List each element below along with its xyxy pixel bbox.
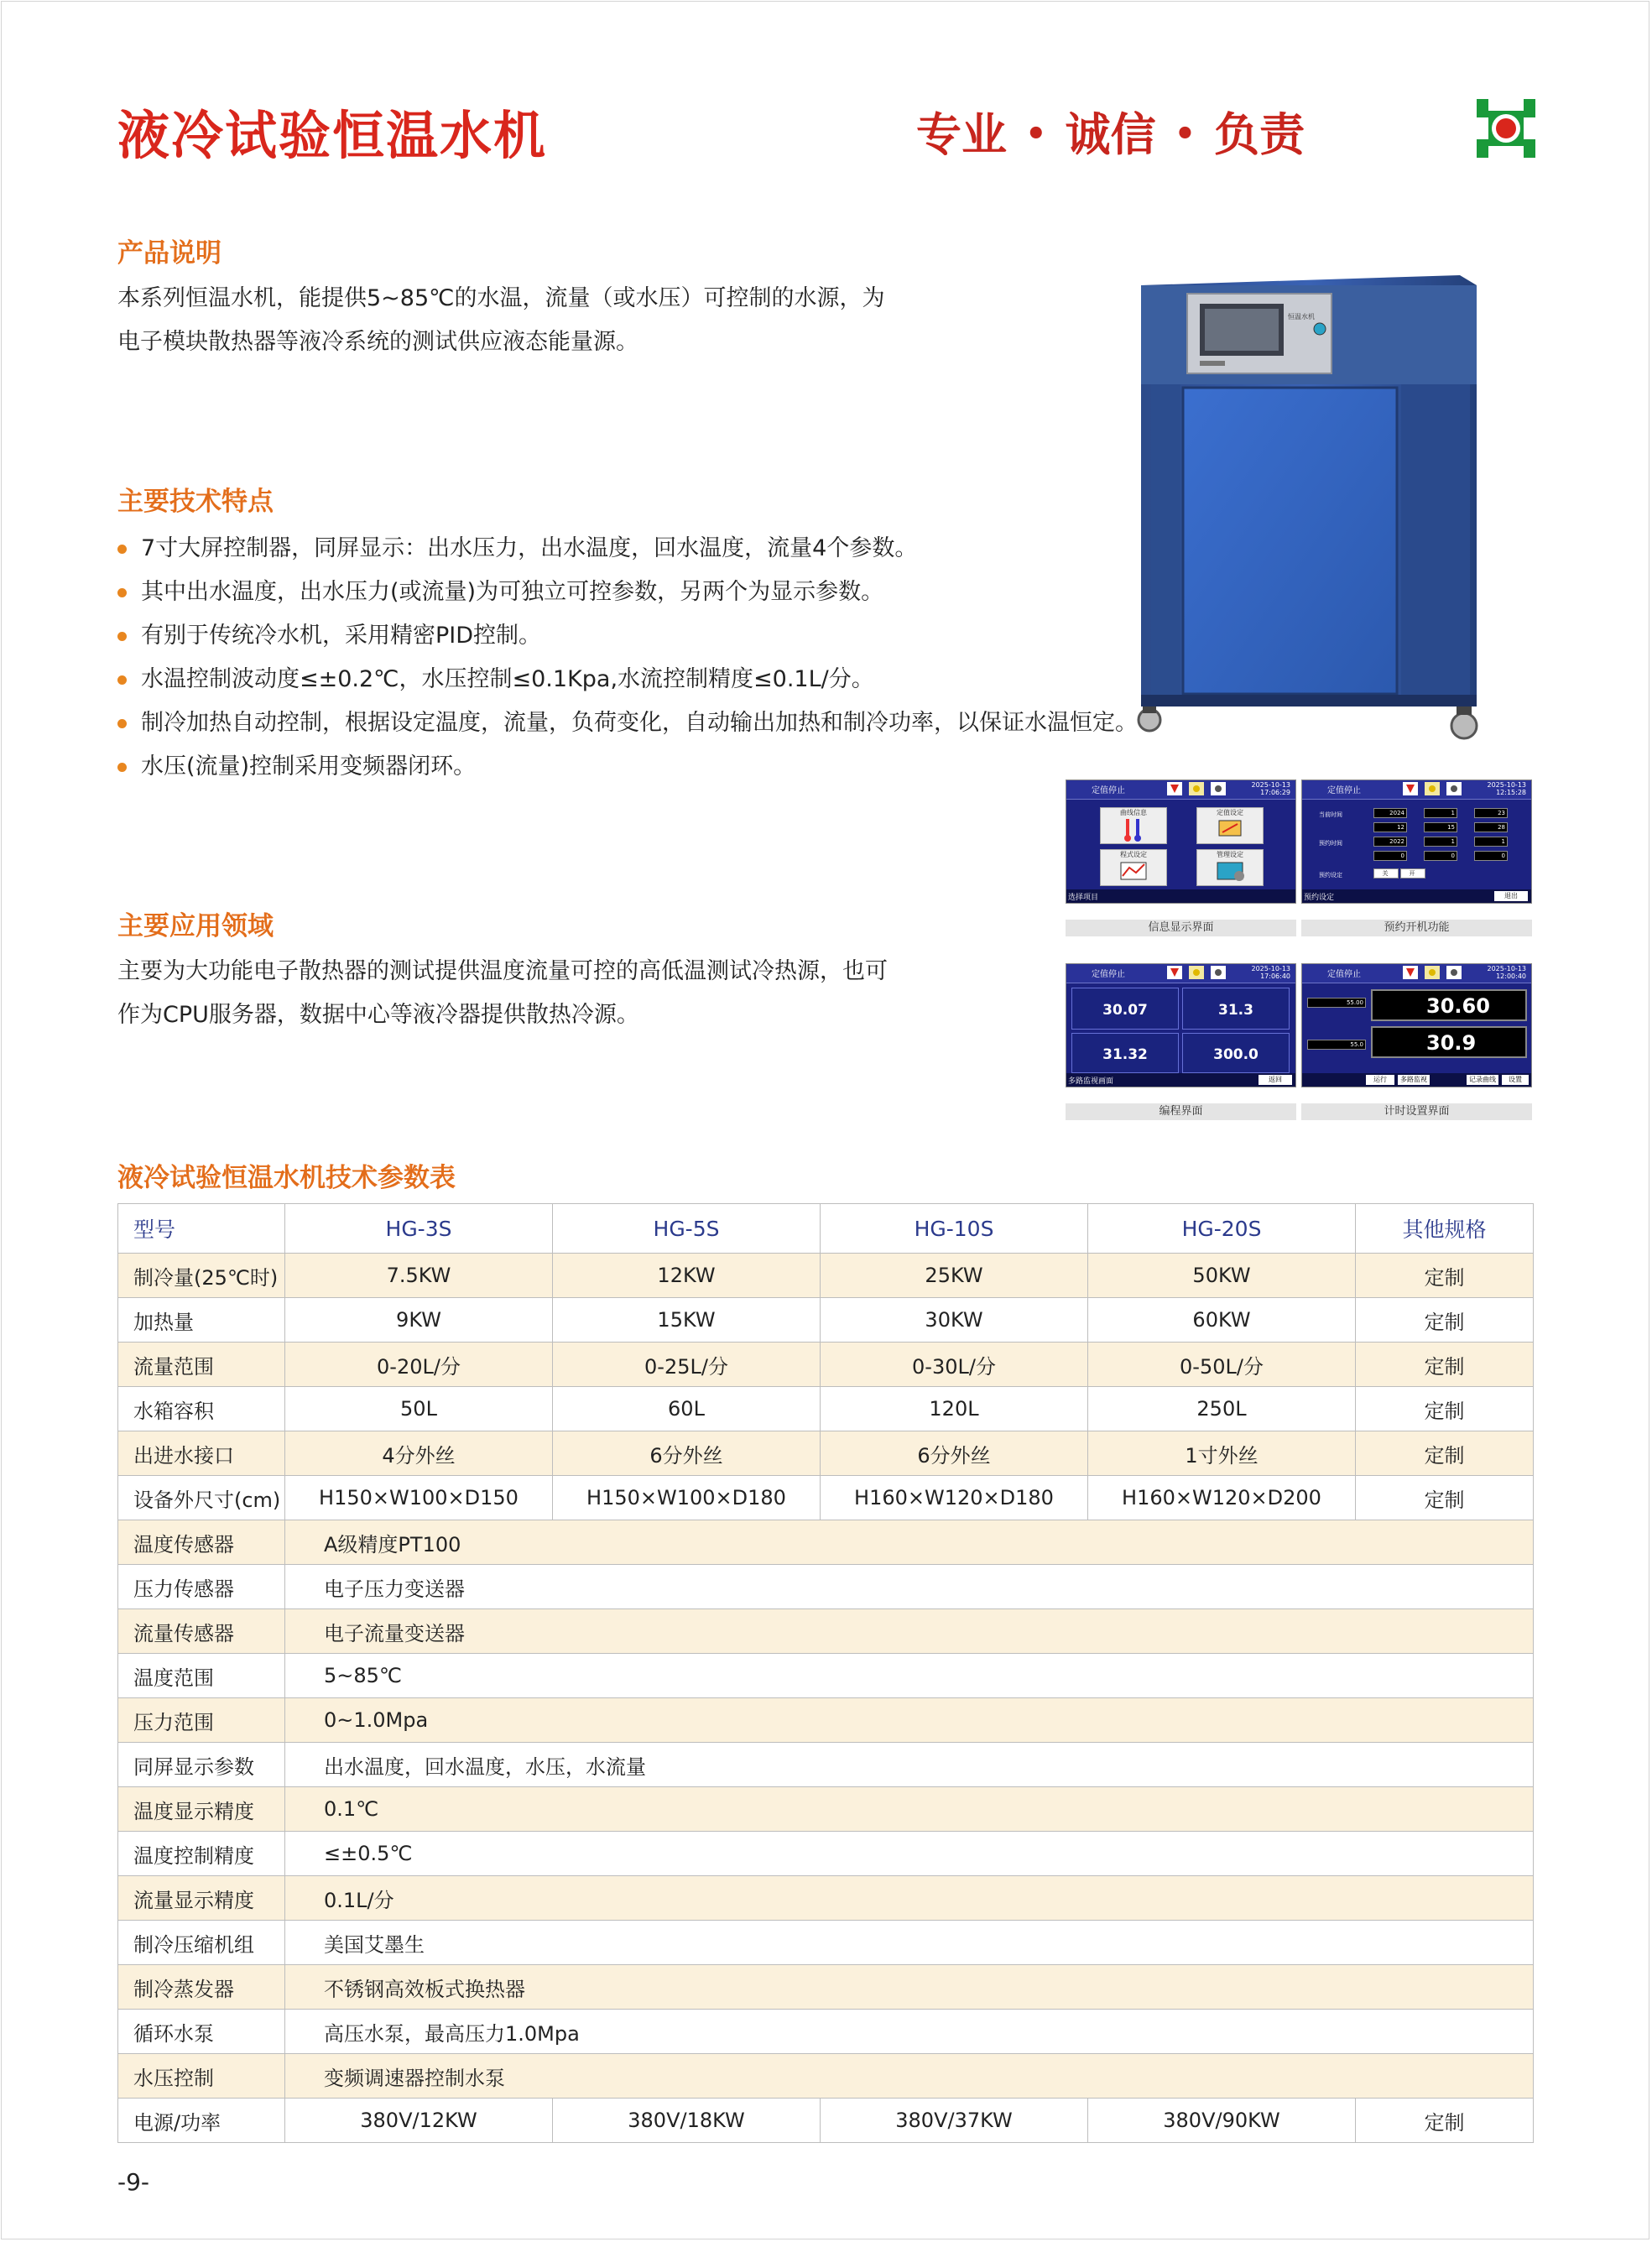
clock-time: 12:00:40 <box>1496 972 1526 980</box>
table-cell: H160×W120×D200 <box>1088 1476 1356 1520</box>
table-row <box>118 1298 1534 1343</box>
table-cell: 7.5KW <box>285 1254 553 1298</box>
cell-value: 2024 <box>1373 808 1407 818</box>
screen-top-bar <box>1066 780 1295 800</box>
clock-date: 2025-10-13 <box>1487 781 1526 789</box>
table-cell: 60KW <box>1088 1298 1356 1343</box>
table-cell: 制冷量(25℃时) <box>118 1254 285 1298</box>
table-row <box>118 1654 1534 1698</box>
value-box <box>1182 1033 1290 1073</box>
slogan-dot-2: • <box>1174 114 1196 154</box>
table-row <box>118 1832 1534 1876</box>
table-cell: HG-10S <box>821 1204 1088 1254</box>
tile-curve-info <box>1100 807 1167 844</box>
table-cell: 水箱容积 <box>118 1387 285 1431</box>
process-value-box <box>1371 989 1527 1021</box>
value-box <box>1071 1033 1179 1073</box>
table-cell: 380V/18KW <box>553 2099 821 2143</box>
table-row <box>118 2099 1534 2143</box>
table-cell: 型号 <box>118 1204 285 1254</box>
table-cell: 温度控制精度 <box>118 1832 285 1876</box>
screen-program <box>1066 963 1296 1087</box>
table-cell: 380V/90KW <box>1088 2099 1356 2143</box>
table-cell: 60L <box>553 1387 821 1431</box>
process-value-box <box>1371 1026 1527 1058</box>
bullet-icon <box>117 719 127 728</box>
screen-schedule <box>1301 779 1532 904</box>
clock-time: 17:06:40 <box>1260 972 1290 980</box>
table-cell: 250L <box>1088 1387 1356 1431</box>
table-cell: 50L <box>285 1387 553 1431</box>
table-cell: 0-20L/分 <box>285 1343 553 1387</box>
table-cell: 电子流量变送器 <box>285 1609 1534 1654</box>
table-cell: 设备外尺寸(cm) <box>118 1476 285 1520</box>
screen-clock <box>1488 965 1527 980</box>
feature-item <box>117 527 1138 571</box>
table-row <box>118 2054 1534 2099</box>
table-cell: 12KW <box>553 1254 821 1298</box>
tile-management <box>1196 849 1264 886</box>
feature-list <box>117 527 1138 789</box>
table-cell: 循环水泵 <box>118 2010 285 2054</box>
footer-label: 多路监视画面 <box>1068 1077 1114 1086</box>
cell-value: 0 <box>1424 851 1457 861</box>
back-button: 返回 <box>1259 1075 1292 1085</box>
row-label: 预约时间 <box>1319 840 1342 847</box>
bullet-icon <box>117 675 127 685</box>
table-cell: HG-5S <box>553 1204 821 1254</box>
cell-value: 1 <box>1424 837 1457 847</box>
slogan <box>916 99 1305 164</box>
value-text: 31.32 <box>1102 1046 1148 1063</box>
row-label: 当前时间 <box>1319 811 1342 818</box>
description-heading: 产品说明 <box>117 238 221 269</box>
table-cell: 出进水接口 <box>118 1431 285 1476</box>
feature-text: 有别于传统冷水机，采用精密PID控制。 <box>141 623 542 649</box>
table-cell: 美国艾墨生 <box>285 1921 1534 1965</box>
caption-timer: 计时设置界面 <box>1301 1103 1532 1120</box>
value-text: 30.07 <box>1102 1002 1148 1019</box>
applications-heading: 主要应用领域 <box>117 911 274 941</box>
slogan-word-1: 专业 <box>916 107 1007 161</box>
table-row <box>118 1876 1534 1921</box>
run-button: 运行 <box>1366 1075 1394 1085</box>
table-cell: ≤±0.5℃ <box>285 1832 1534 1876</box>
table-cell: H150×W100×D180 <box>553 1476 821 1520</box>
screen-top-bar <box>1302 964 1531 983</box>
table-cell: 定制 <box>1356 1298 1534 1343</box>
cell-value: 28 <box>1474 822 1508 832</box>
table-cell: 15KW <box>553 1298 821 1343</box>
setpoint-value: 55.0 <box>1307 1040 1366 1050</box>
process-value: 30.9 <box>1426 1031 1477 1055</box>
feature-item <box>117 614 1138 658</box>
table-cell: 30KW <box>821 1298 1088 1343</box>
sun-icon <box>1425 966 1440 979</box>
table-cell: 温度范围 <box>118 1654 285 1698</box>
screen-top-bar <box>1066 964 1295 983</box>
value-box <box>1071 988 1179 1030</box>
bullet-icon <box>117 545 127 554</box>
table-cell: 1寸外丝 <box>1088 1431 1356 1476</box>
table-row <box>118 1476 1534 1520</box>
tile-label: 管理设定 <box>1217 851 1243 858</box>
feature-text: 7寸大屏控制器，同屏显示：出水压力，出水温度，回水温度，流量4个参数。 <box>141 535 918 561</box>
table-cell: 25KW <box>821 1254 1088 1298</box>
table-cell: 压力传感器 <box>118 1565 285 1609</box>
tile-program <box>1100 849 1167 886</box>
table-cell: 制冷蒸发器 <box>118 1965 285 2010</box>
gear-icon <box>1446 966 1462 979</box>
screen-clock <box>1252 781 1291 796</box>
bullet-icon <box>117 763 127 772</box>
spec-table <box>117 1203 1534 2143</box>
table-cell: 9KW <box>285 1298 553 1343</box>
alarm-icon <box>1167 966 1182 979</box>
table-row <box>118 1431 1534 1476</box>
table-cell: 4分外丝 <box>285 1431 553 1476</box>
table-cell: 定制 <box>1356 1387 1534 1431</box>
bullet-icon <box>117 588 127 597</box>
table-cell: 温度显示精度 <box>118 1787 285 1832</box>
clock-date: 2025-10-13 <box>1487 965 1526 972</box>
caption-schedule: 预约开机功能 <box>1301 920 1532 936</box>
value-text: 31.3 <box>1218 1002 1253 1019</box>
applications-line-2: 作为CPU服务器，数据中心等液冷器提供散热冷源。 <box>117 1002 639 1028</box>
tile-setpoint <box>1196 807 1264 844</box>
table-cell: 0~1.0Mpa <box>285 1698 1534 1743</box>
tile-label: 定值设定 <box>1217 809 1243 816</box>
table-cell: 电子压力变送器 <box>285 1565 1534 1609</box>
table-cell: 其他规格 <box>1356 1204 1534 1254</box>
status-text: 定值停止 <box>1092 970 1125 979</box>
alarm-icon <box>1403 966 1418 979</box>
clock-date: 2025-10-13 <box>1251 781 1290 789</box>
description-line-2: 电子模块散热器等液冷系统的测试供应液态能量源。 <box>117 329 638 355</box>
table-row <box>118 1698 1534 1743</box>
table-cell: 制冷压缩机组 <box>118 1921 285 1965</box>
table-row <box>118 1965 1534 2010</box>
table-cell: 6分外丝 <box>553 1431 821 1476</box>
slogan-word-2: 诚信 <box>1065 107 1156 161</box>
program-icon <box>1101 859 1166 884</box>
cell-value: 0 <box>1474 851 1508 861</box>
sun-icon <box>1189 782 1204 795</box>
table-cell: 出水温度，回水温度，水压，水流量 <box>285 1743 1534 1787</box>
table-cell: 同屏显示参数 <box>118 1743 285 1787</box>
clock-time: 12:15:28 <box>1496 789 1526 796</box>
table-row <box>118 1787 1534 1832</box>
table-cell: 加热量 <box>118 1298 285 1343</box>
description-line-1: 本系列恒温水机，能提供5~85℃的水温，流量（或水压）可控制的水源，为 <box>117 285 885 311</box>
feature-text: 制冷加热自动控制，根据设定温度，流量，负荷变化，自动输出加热和制冷功率，以保证水温恒定。 <box>141 710 1138 736</box>
table-row <box>118 1204 1534 1254</box>
feature-text: 其中出水温度，出水压力(或流量)为可独立可控参数，另两个为显示参数。 <box>141 579 884 605</box>
exit-button: 退出 <box>1494 891 1528 901</box>
gear-icon <box>1211 782 1226 795</box>
table-cell: 流量显示精度 <box>118 1876 285 1921</box>
page-number: -9- <box>117 2168 150 2196</box>
setpoint-icon <box>1197 817 1263 842</box>
table-cell: 0.1L/分 <box>285 1876 1534 1921</box>
footer-label: 选择项目 <box>1068 894 1099 902</box>
table-cell: 温度传感器 <box>118 1520 285 1565</box>
table-row <box>118 1254 1534 1298</box>
table-cell: 380V/12KW <box>285 2099 553 2143</box>
table-row <box>118 1743 1534 1787</box>
table-cell: 5~85℃ <box>285 1654 1534 1698</box>
feature-item <box>117 745 1138 789</box>
screen-footer <box>1302 1073 1531 1087</box>
tile-label: 曲线信息 <box>1120 809 1147 816</box>
table-row <box>118 1609 1534 1654</box>
table-row <box>118 1565 1534 1609</box>
table-cell: 定制 <box>1356 1476 1534 1520</box>
table-cell: 0-30L/分 <box>821 1343 1088 1387</box>
applications-line-1: 主要为大功能电子散热器的测试提供温度流量可控的高低温测试冷热源，也可 <box>117 958 888 984</box>
tile-label: 程式设定 <box>1120 851 1147 858</box>
page-title: 液冷试验恒温水机 <box>117 105 548 166</box>
table-title: 液冷试验恒温水机技术参数表 <box>117 1163 456 1193</box>
applications-text <box>117 950 888 1037</box>
feature-text: 水压(流量)控制采用变频器闭环。 <box>141 753 477 779</box>
table-cell: 定制 <box>1356 2099 1534 2143</box>
table-cell: A级精度PT100 <box>285 1520 1534 1565</box>
table-row <box>118 2010 1534 2054</box>
screen-footer <box>1066 1073 1295 1087</box>
cell-value: 1 <box>1474 837 1508 847</box>
screen-clock <box>1252 965 1291 980</box>
alarm-icon <box>1167 782 1182 795</box>
table-cell: HG-3S <box>285 1204 553 1254</box>
table-cell: 定制 <box>1356 1254 1534 1298</box>
feature-item <box>117 701 1138 745</box>
clock-date: 2025-10-13 <box>1251 965 1290 972</box>
table-cell: H150×W100×D150 <box>285 1476 553 1520</box>
feature-item <box>117 658 1138 701</box>
clock-time: 17:06:29 <box>1260 789 1290 796</box>
table-cell: 50KW <box>1088 1254 1356 1298</box>
setpoint-value: 55.00 <box>1307 998 1366 1008</box>
cell-value: 15 <box>1424 822 1457 832</box>
cell-value: 23 <box>1474 808 1508 818</box>
bullet-icon <box>117 632 127 641</box>
slogan-word-3: 负责 <box>1214 107 1305 161</box>
table-cell: H160×W120×D180 <box>821 1476 1088 1520</box>
alarm-icon <box>1403 782 1418 795</box>
settings-button: 设置 <box>1502 1075 1529 1085</box>
table-cell: 0.1℃ <box>285 1787 1534 1832</box>
footer-label: 预约设定 <box>1304 894 1335 902</box>
thermometer-icon <box>1101 817 1166 842</box>
table-cell: 水压控制 <box>118 2054 285 2099</box>
table-cell: 流量传感器 <box>118 1609 285 1654</box>
option-off: 关 <box>1373 868 1399 879</box>
cell-value: 2022 <box>1373 837 1407 847</box>
gear-icon <box>1446 782 1462 795</box>
slogan-dot-1: • <box>1025 114 1047 154</box>
table-cell: 120L <box>821 1387 1088 1431</box>
gear-icon <box>1211 966 1226 979</box>
table-cell: 压力范围 <box>118 1698 285 1743</box>
table-cell: 380V/37KW <box>821 2099 1088 2143</box>
table-cell: 0-25L/分 <box>553 1343 821 1387</box>
features-heading: 主要技术特点 <box>117 487 274 517</box>
sun-icon <box>1189 966 1204 979</box>
table-row <box>118 1520 1534 1565</box>
row-label: 预约设定 <box>1319 872 1342 879</box>
feature-item <box>117 571 1138 614</box>
sun-icon <box>1425 782 1440 795</box>
option-on: 开 <box>1400 868 1425 879</box>
value-text: 300.0 <box>1213 1046 1259 1063</box>
table-row <box>118 1343 1534 1387</box>
table-cell: 电源/功率 <box>118 2099 285 2143</box>
caption-program: 编程界面 <box>1066 1103 1296 1120</box>
table-cell: 高压水泵，最高压力1.0Mpa <box>285 2010 1534 2054</box>
screen-clock <box>1488 781 1527 796</box>
status-text: 定值停止 <box>1327 970 1361 979</box>
cell-value: 1 <box>1424 808 1457 818</box>
screen-footer <box>1066 889 1295 903</box>
screen-info-display <box>1066 779 1296 904</box>
table-row <box>118 1921 1534 1965</box>
table-cell: 6分外丝 <box>821 1431 1088 1476</box>
table-cell: 不锈钢高效板式换热器 <box>285 1965 1534 2010</box>
cell-value: 12 <box>1373 822 1407 832</box>
cell-value: 0 <box>1373 851 1407 861</box>
table-cell: HG-20S <box>1088 1204 1356 1254</box>
table-row <box>118 1387 1534 1431</box>
table-cell: 变频调速器控制水泵 <box>285 2054 1534 2099</box>
svg-text:恒温水机: 恒温水机 <box>1288 313 1315 321</box>
management-icon <box>1197 859 1263 884</box>
screen-footer <box>1302 889 1531 903</box>
process-value: 30.60 <box>1426 994 1490 1018</box>
water-chiller-machine-image <box>1124 269 1493 743</box>
description-text <box>117 277 884 364</box>
brand-logo-icon <box>1477 99 1535 158</box>
status-text: 定值停止 <box>1327 786 1361 795</box>
table-cell: 定制 <box>1356 1343 1534 1387</box>
table-cell: 0-50L/分 <box>1088 1343 1356 1387</box>
curve-button: 记录曲线 <box>1467 1075 1498 1085</box>
value-box <box>1182 988 1290 1030</box>
screen-timer <box>1301 963 1532 1087</box>
status-text: 定值停止 <box>1092 786 1125 795</box>
table-cell: 流量范围 <box>118 1343 285 1387</box>
table-cell: 定制 <box>1356 1431 1534 1476</box>
monitor-button: 多路监视 <box>1398 1075 1430 1085</box>
caption-info-display: 信息显示界面 <box>1066 920 1296 936</box>
feature-text: 水温控制波动度≤±0.2℃，水压控制≤0.1Kpa,水流控制精度≤0.1L/分。 <box>141 666 874 692</box>
screen-top-bar <box>1302 780 1531 800</box>
